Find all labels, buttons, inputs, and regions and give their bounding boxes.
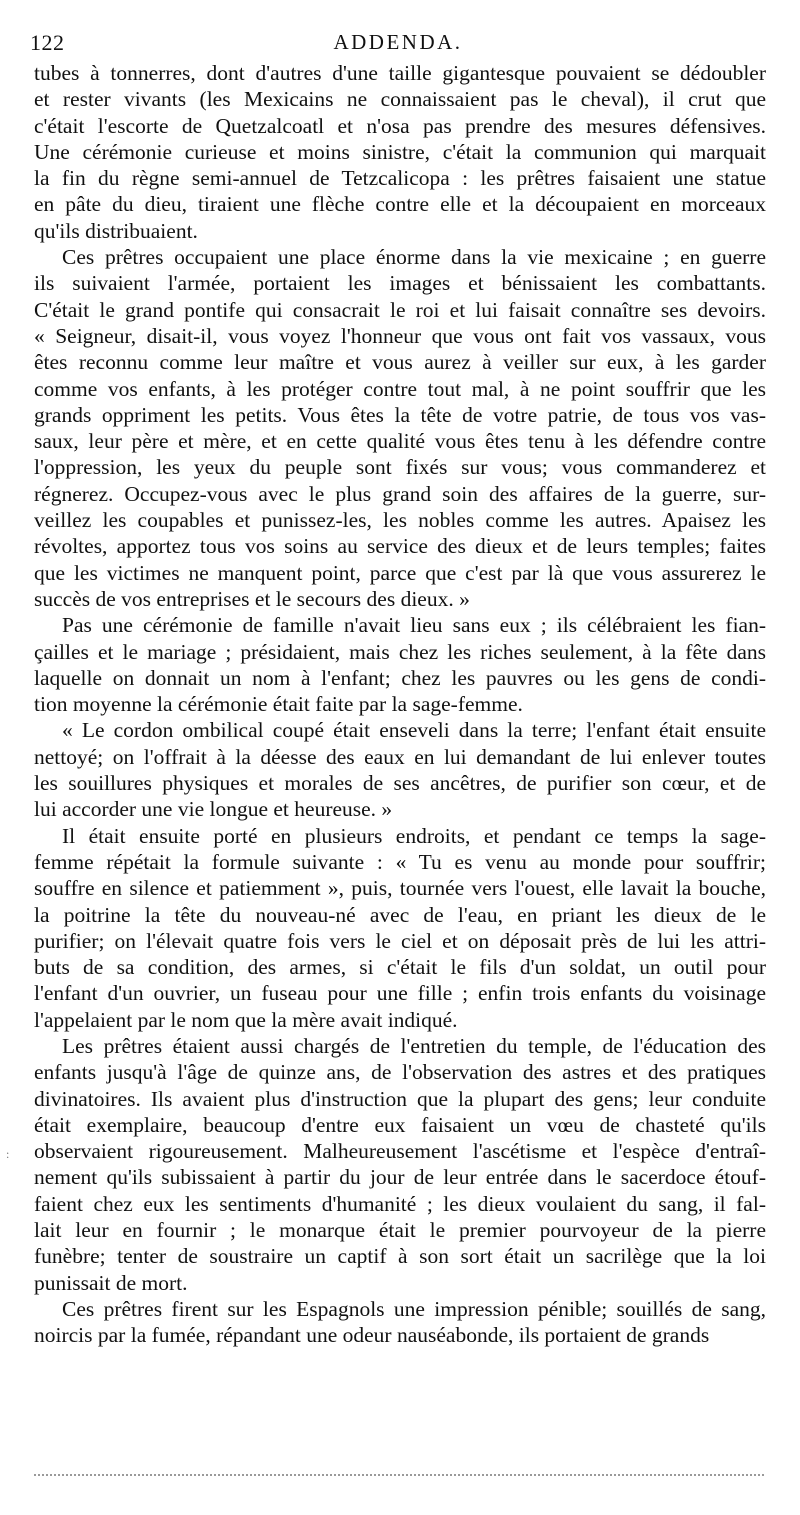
text-line: succès de vos entreprises et le secours des dieux. » xyxy=(34,586,470,611)
paragraph xyxy=(34,1033,766,1296)
text-line: Une cérémonie curieuse et moins sinistre, c'était la communion qui marquait xyxy=(34,139,766,164)
text-line: souffre en silence et patiemment », puis, tournée vers l'ouest, elle lavait la bouche, xyxy=(34,876,766,901)
text-line: observaient rigoureusement. Malheureusement l'ascétisme et l'espèce d'entraî- xyxy=(34,1139,766,1164)
text-line: Ces prêtres firent sur les Espagnols une impression pénible; souillés de sang, xyxy=(62,1296,766,1321)
text-line: divinatoires. Ils avaient plus d'instruction que la plupart des gens; leur conduite xyxy=(34,1086,766,1111)
paragraph xyxy=(34,244,766,612)
text-line: et rester vivants (les Mexicains ne connaissaient pas le cheval), il crut que xyxy=(34,87,766,112)
text-line: femme répétait la formule suivante : « Tu es venu au monde pour souffrir; xyxy=(34,849,766,874)
text-line: tion moyenne la cérémonie était faite par la sage-femme. xyxy=(34,692,523,717)
text-line: était exemplaire, beaucoup d'entre eux faisaient un vœu de chasteté qu'ils xyxy=(34,1112,766,1137)
text-line: faient chez eux les sentiments d'humanité ; les dieux voulaient du sang, il fal- xyxy=(34,1191,766,1216)
text-line: la fin du règne semi-annuel de Tetzcalicopa : les prêtres faisaient une statue xyxy=(34,166,766,191)
text-line: en pâte du dieu, tiraient une flèche contre elle et la découpaient en morceaux xyxy=(34,192,766,217)
text-line: Ces prêtres occupaient une place énorme dans la vie mexicaine ; en guerre xyxy=(62,245,766,270)
paragraph xyxy=(34,612,766,717)
text-line: purifier; on l'élevait quatre fois vers le ciel et on déposait près de lui les attri- xyxy=(34,928,766,953)
body-text xyxy=(34,60,766,1349)
text-line: « Seigneur, disait-il, vous voyez l'honneur que vous ont fait vos vassaux, vous xyxy=(34,323,766,348)
text-line: saux, leur père et mère, et en cette qualité vous êtes tenu à les défendre contre xyxy=(34,429,766,454)
text-line: Les prêtres étaient aussi chargés de l'entretien du temple, de l'éducation des xyxy=(62,1033,766,1058)
text-line: lait leur en fournir ; le monarque était le premier pourvoyeur de la pierre xyxy=(34,1218,766,1243)
text-line: l'appelaient par le nom que la mère avait indiqué. xyxy=(34,1007,458,1032)
text-line: punissait de mort. xyxy=(34,1270,188,1295)
text-line: noircis par la fumée, répandant une odeur nauséabonde, ils portaient de grands xyxy=(34,1323,710,1348)
paragraph xyxy=(34,60,766,244)
text-line: l'enfant d'un ouvrier, un fuseau pour une fille ; enfin trois enfants du voisinage xyxy=(34,981,766,1006)
text-line: ils suivaient l'armée, portaient les images et bénissaient les combattants. xyxy=(34,271,766,296)
text-line: funèbre; tenter de soustraire un captif à son sort était un sacrilège que la loi xyxy=(34,1244,766,1269)
text-line: les souillures physiques et morales de ses ancêtres, de purifier son cœur, et de xyxy=(34,771,766,796)
text-line: C'était le grand pontife qui consacrait le roi et lui faisait connaître ses devoirs. xyxy=(34,297,766,322)
text-line: veillez les coupables et punissez-les, les nobles comme les autres. Apaisez les xyxy=(34,508,766,533)
text-line: tubes à tonnerres, dont d'autres d'une taille gigantesque pouvaient se dédoubler xyxy=(34,61,766,85)
text-line: comme vos enfants, à les protéger contre tout mal, à ne point souffrir que les xyxy=(34,376,766,401)
text-line: c'était l'escorte de Quetzalcoatl et n'osa pas prendre des mesures défensives. xyxy=(34,113,766,138)
text-line: buts de sa condition, des armes, si c'était le fils d'un soldat, un outil pour xyxy=(34,955,766,980)
text-line: qu'ils distribuaient. xyxy=(34,218,198,243)
text-line: lui accorder une vie longue et heureuse. » xyxy=(34,797,393,822)
paragraph xyxy=(34,823,766,1033)
text-line: Il était ensuite porté en plusieurs endroits, et pendant ce temps la sage- xyxy=(62,823,766,848)
text-line: nement qu'ils subissaient à partir du jour de leur entrée dans le sacerdoce étouf- xyxy=(34,1165,766,1190)
running-title: ADDENDA. xyxy=(333,30,463,54)
text-line: grands oppriment les petits. Vous êtes la tête de votre patrie, de tous vos vas- xyxy=(34,402,766,427)
text-line: la poitrine la tête du nouveau-né avec de l'eau, en priant les dieux de le xyxy=(34,902,766,927)
page-number: 122 xyxy=(30,30,65,55)
margin-mark: : xyxy=(6,1147,10,1161)
text-line: êtes reconnu comme leur maître et vous aurez à veiller sur eux, à les garder xyxy=(34,350,766,375)
text-line: Pas une cérémonie de famille n'avait lieu sans eux ; ils célébraient les fian- xyxy=(62,613,766,638)
text-line: l'oppression, les yeux du peuple sont fixés sur vous; vous commanderez et xyxy=(34,455,766,480)
text-line: que les victimes ne manquent point, parce que c'est par là que vous assurerez le xyxy=(34,560,766,585)
text-line: révoltes, apportez tous vos soins au service des dieux et de leurs temples; faites xyxy=(34,534,766,559)
text-line: çailles et le mariage ; présidaient, mais chez les riches seulement, à la fête dans xyxy=(34,639,766,664)
text-line: enfants jusqu'à l'âge de quinze ans, de l'observation des astres et des pratiques xyxy=(34,1060,766,1085)
text-line: laquelle on donnait un nom à l'enfant; chez les pauvres ou les gens de condi- xyxy=(34,665,766,690)
paragraph xyxy=(34,1296,766,1349)
footer-rule xyxy=(34,1474,764,1476)
text-line: régnerez. Occupez-vous avec le plus grand soin des affaires de la guerre, sur- xyxy=(34,481,766,506)
text-line: « Le cordon ombilical coupé était enseveli dans la terre; l'enfant était ensuite xyxy=(62,718,766,743)
page-header xyxy=(30,30,766,60)
text-line: nettoyé; on l'offrait à la déesse des eaux en lui demandant de lui enlever toutes xyxy=(34,744,766,769)
paragraph xyxy=(34,717,766,822)
